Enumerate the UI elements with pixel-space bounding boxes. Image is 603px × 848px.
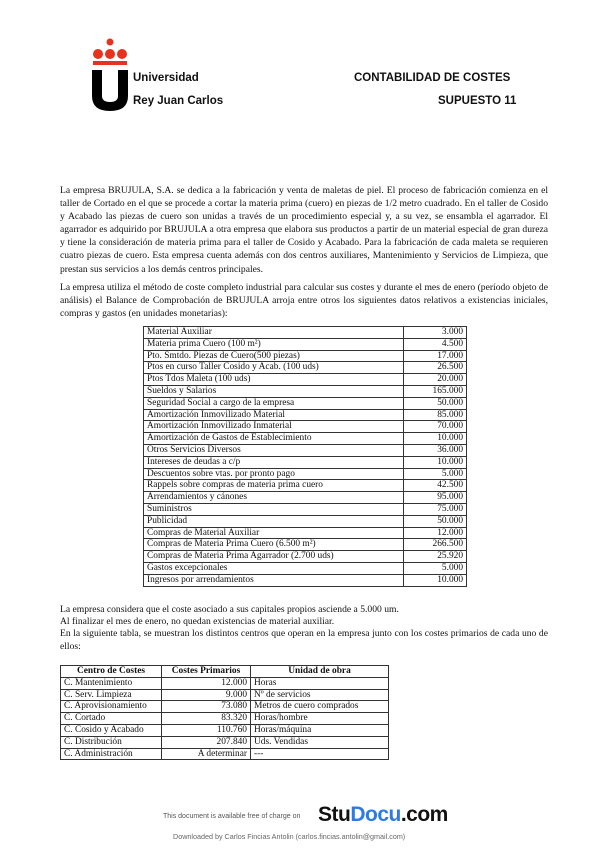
university-logo-icon xyxy=(90,38,134,112)
work-unit: Horas/hombre xyxy=(251,713,389,725)
table-row xyxy=(61,724,389,736)
download-note: Downloaded by Carlos Fincias Antolin (carlos.fincias.antolin@gmail.com) xyxy=(173,832,406,841)
column-header: Centro de Costes xyxy=(61,666,162,678)
table-row xyxy=(144,527,467,539)
primary-cost: 12.000 xyxy=(162,677,251,689)
item-label: Sueldos y Salarios xyxy=(144,385,404,397)
item-amount: 10.000 xyxy=(404,433,467,445)
item-amount: 75.000 xyxy=(404,503,467,515)
brand-stu: Stu xyxy=(318,803,351,826)
table-row xyxy=(144,468,467,480)
table-row xyxy=(144,562,467,574)
table-row xyxy=(61,736,389,748)
item-label: Amortización Inmovilizado Material xyxy=(144,409,404,421)
item-label: Descuentos sobre vtas. por pronto pago xyxy=(144,468,404,480)
item-label: Rappels sobre compras de materia prima cuero xyxy=(144,480,404,492)
center-name: C. Distribución xyxy=(61,736,162,748)
item-amount: 5.000 xyxy=(404,468,467,480)
availability-note: This document is available free of charge on xyxy=(163,813,301,820)
studocu-logo[interactable] xyxy=(318,803,448,827)
table-row xyxy=(144,421,467,433)
item-amount: 42.500 xyxy=(404,480,467,492)
work-unit: Nº de servicios xyxy=(251,689,389,701)
item-label: Ptos en curso Taller Cosido y Acab. (100 uds) xyxy=(144,362,404,374)
table-row xyxy=(144,444,467,456)
intro-paragraph xyxy=(60,184,548,276)
method-paragraph xyxy=(60,281,548,320)
item-label: Suministros xyxy=(144,503,404,515)
primary-cost: 9.000 xyxy=(162,689,251,701)
item-amount: 12.000 xyxy=(404,527,467,539)
item-amount: 4.500 xyxy=(404,338,467,350)
table-header-row xyxy=(61,666,389,678)
item-label: Compras de Materia Prima Agarrador (2.700 uds) xyxy=(144,551,404,563)
table-row xyxy=(61,701,389,713)
primary-cost: 83.320 xyxy=(162,713,251,725)
item-amount: 10.000 xyxy=(404,456,467,468)
center-name: C. Administración xyxy=(61,748,162,760)
table-row xyxy=(61,677,389,689)
item-label: Amortización Inmovilizado Inmaterial xyxy=(144,421,404,433)
notes-paragraph xyxy=(60,604,548,653)
item-amount: 70.000 xyxy=(404,421,467,433)
table-row xyxy=(61,689,389,701)
table-row xyxy=(144,456,467,468)
cost-centers-table xyxy=(60,665,389,760)
item-amount: 10.000 xyxy=(404,574,467,586)
item-label: Material Auxiliar xyxy=(144,327,404,339)
item-amount: 95.000 xyxy=(404,492,467,504)
paragraph-5: En la siguiente tabla, se muestran los distintos centros que operan en la empresa junto con los costes primarios de cada uno de ellos: xyxy=(60,628,548,652)
table-row xyxy=(144,338,467,350)
primary-cost: 110.760 xyxy=(162,724,251,736)
item-label: Amortización de Gastos de Establecimiento xyxy=(144,433,404,445)
table-row xyxy=(144,409,467,421)
university-name-line2: Rey Juan Carlos xyxy=(133,95,224,107)
primary-cost: A determinar xyxy=(162,748,251,760)
item-label: Intereses de deudas a c/p xyxy=(144,456,404,468)
table-row xyxy=(144,551,467,563)
item-amount: 25.920 xyxy=(404,551,467,563)
item-label: Ingresos por arrendamientos xyxy=(144,574,404,586)
center-name: C. Mantenimiento xyxy=(61,677,162,689)
table-row xyxy=(144,350,467,362)
table-row xyxy=(144,574,467,586)
primary-cost: 207.840 xyxy=(162,736,251,748)
work-unit: --- xyxy=(251,748,389,760)
center-name: C. Cosido y Acabado xyxy=(61,724,162,736)
brand-com: .com xyxy=(400,803,448,826)
item-label: Seguridad Social a cargo de la empresa xyxy=(144,397,404,409)
item-amount: 165.000 xyxy=(404,385,467,397)
table-row xyxy=(61,713,389,725)
item-label: Otros Servicios Diversos xyxy=(144,444,404,456)
item-label: Arrendamientos y cánones xyxy=(144,492,404,504)
item-amount: 20.000 xyxy=(404,374,467,386)
table-row xyxy=(144,327,467,339)
item-label: Materia prima Cuero (100 m²) xyxy=(144,338,404,350)
item-amount: 50.000 xyxy=(404,515,467,527)
paragraph-3: La empresa considera que el coste asociado a sus capitales propios asciende a 5.000 um. xyxy=(60,604,399,615)
primary-cost: 73.080 xyxy=(162,701,251,713)
table-row xyxy=(144,503,467,515)
item-amount: 3.000 xyxy=(404,327,467,339)
item-amount: 36.000 xyxy=(404,444,467,456)
table-row xyxy=(144,397,467,409)
balance-table xyxy=(143,326,467,587)
table-row xyxy=(144,539,467,551)
table-row xyxy=(144,492,467,504)
paragraph-1: La empresa BRUJULA, S.A. se dedica a la fabricación y venta de maletas de piel. El proceso de fabricación comienza en el taller de Cortado en el que se procede a cortar la materia prima (cuero) en piezas de 1/2 metro cuadrado. En el taller de Cosido y Acabado las piezas de cuero son unidas a través de un procedimiento especial y, a su vez, se ensambla el agarrador. El agarrador es adquirido por BRUJULA a otra empresa que elabora sus productos a partir de un material especial de gran dureza y tiene la consideración de materia prima para el taller de Cosido y Acabado. Para la fabricación de cada maleta se requieren cuatro piezas de cuero. Esta empresa cuenta además con dos centros auxiliares, Mantenimiento y Servicios de Limpieza, que prestan sus servicios a los demás centros principales. xyxy=(60,185,548,275)
work-unit: Metros de cuero comprados xyxy=(251,701,389,713)
paragraph-2: La empresa utiliza el método de coste completo industrial para calcular sus costes y durante el mes de enero (período objeto de análisis) el Balance de Comprobación de BRUJULA arroja entre otros los siguientes datos relativos a existencias iniciales, compras y gastos (en unidades monetarias): xyxy=(60,282,548,320)
item-amount: 266.500 xyxy=(404,539,467,551)
work-unit: Horas/máquina xyxy=(251,724,389,736)
table-row xyxy=(144,374,467,386)
item-label: Compras de Material Auxiliar xyxy=(144,527,404,539)
table-row xyxy=(144,433,467,445)
item-label: Publicidad xyxy=(144,515,404,527)
center-name: C. Aprovisionamiento xyxy=(61,701,162,713)
item-amount: 85.000 xyxy=(404,409,467,421)
center-name: C. Serv. Limpieza xyxy=(61,689,162,701)
document-subtitle: SUPUESTO 11 xyxy=(438,95,517,107)
brand-docu: Docu xyxy=(350,803,401,826)
work-unit: Uds. Vendidas xyxy=(251,736,389,748)
university-name-line1: Universidad xyxy=(133,72,199,84)
item-label: Ptos Tdos Maleta (100 uds) xyxy=(144,374,404,386)
item-amount: 17.000 xyxy=(404,350,467,362)
item-amount: 5.000 xyxy=(404,562,467,574)
item-amount: 26.500 xyxy=(404,362,467,374)
table-row xyxy=(61,748,389,760)
work-unit: Horas xyxy=(251,677,389,689)
table-row xyxy=(144,515,467,527)
document-title: CONTABILIDAD DE COSTES xyxy=(354,72,511,84)
center-name: C. Cortado xyxy=(61,713,162,725)
table-row xyxy=(144,362,467,374)
item-amount: 50.000 xyxy=(404,397,467,409)
paragraph-4: Al finalizar el mes de enero, no quedan existencias de material auxiliar. xyxy=(60,616,335,628)
table-row xyxy=(144,480,467,492)
column-header: Unidad de obra xyxy=(251,666,389,678)
item-label: Pto. Smtdo. Piezas de Cuero(500 piezas) xyxy=(144,350,404,362)
item-label: Compras de Materia Prima Cuero (6.500 m²) xyxy=(144,539,404,551)
column-header: Costes Primarios xyxy=(162,666,251,678)
item-label: Gastos excepcionales xyxy=(144,562,404,574)
table-row xyxy=(144,385,467,397)
